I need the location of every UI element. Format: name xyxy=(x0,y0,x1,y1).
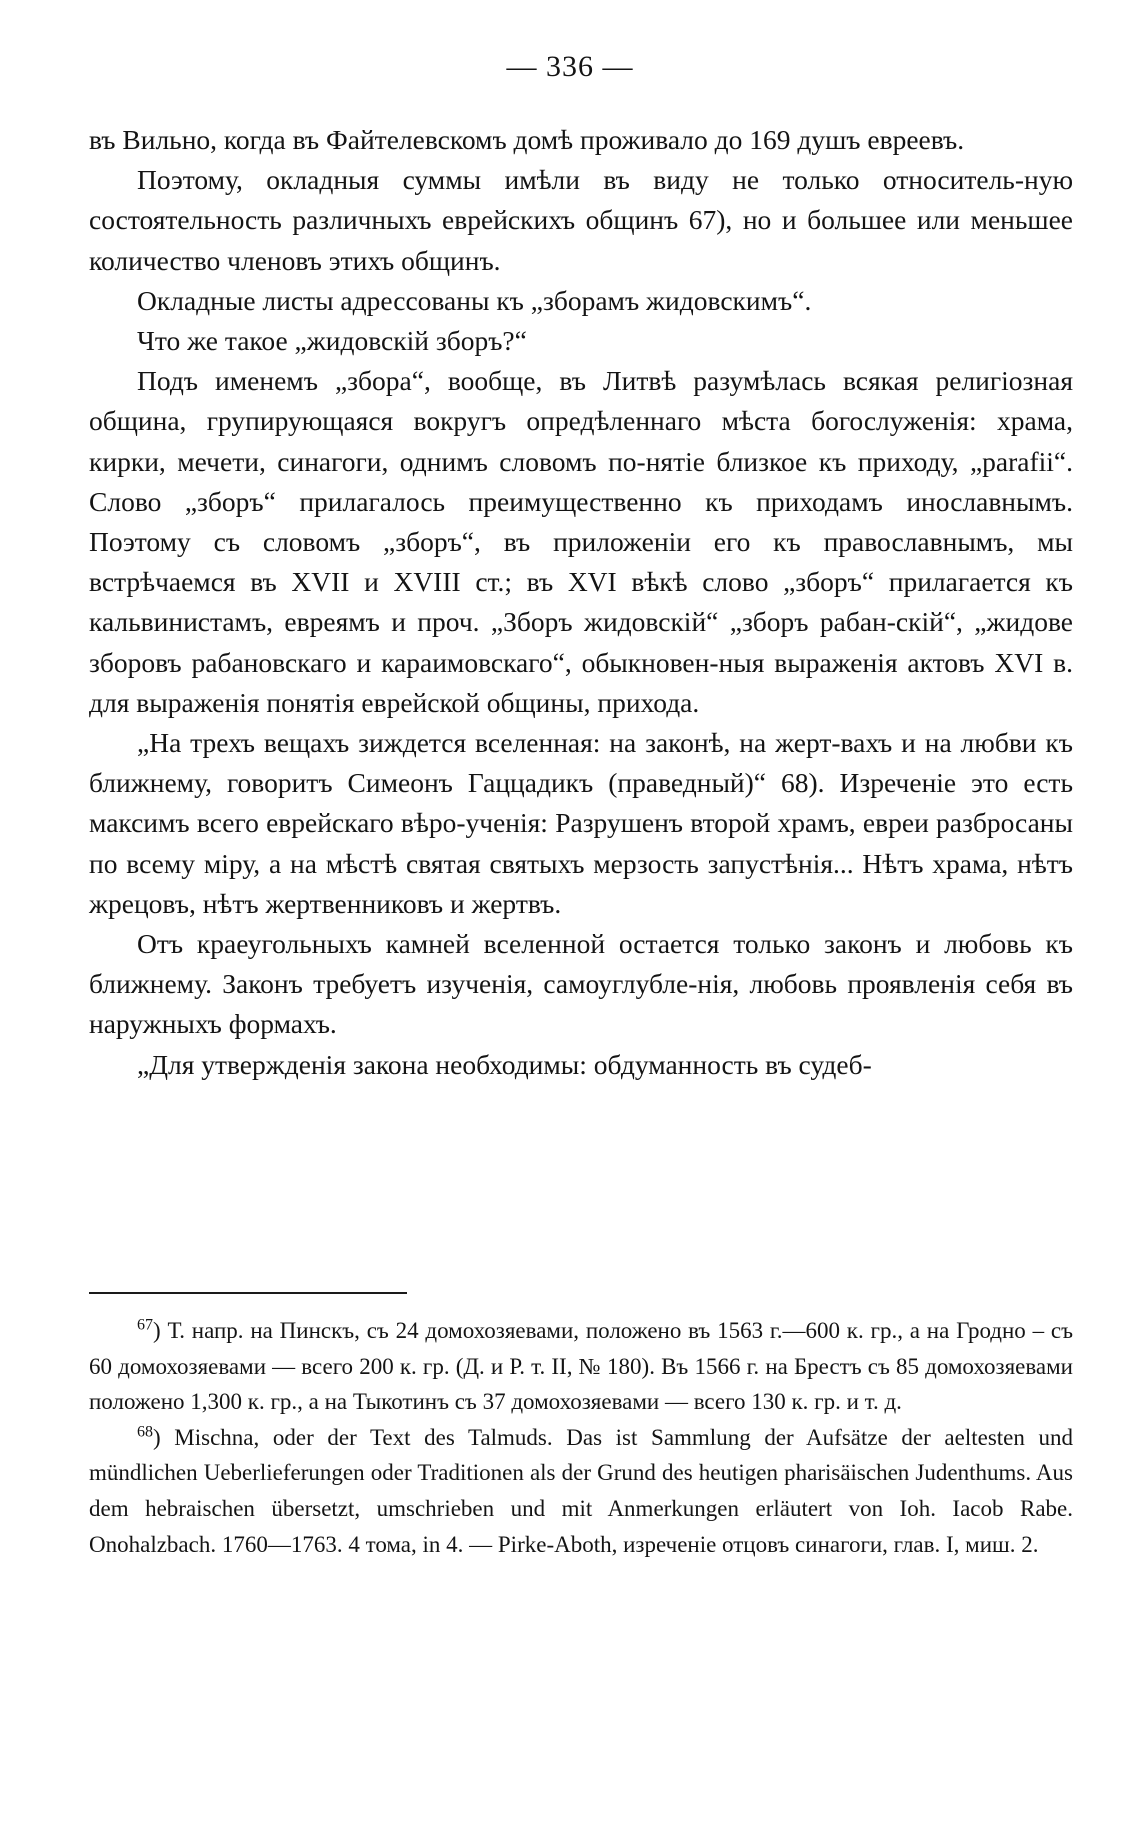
paragraph: „Для утвержденія закона необходимы: обдуманность въ судеб- xyxy=(137,1048,872,1080)
footnotes xyxy=(89,1313,1073,1562)
page-number: — 336 — xyxy=(506,50,634,83)
footnote-marker: 68 xyxy=(137,1423,153,1441)
paragraph: Поэтому, окладныя суммы имѣли въ виду не только относитель-ную состоятельность различныхъ еврейскихъ общинъ 67), но и большее или меньшее количество членовъ этихъ общинъ. xyxy=(89,164,1073,276)
footnote-text: ) Mischna, oder der Text des Talmuds. Das ist Sammlung der Aufsätze der aeltesten und mündlichen Ueberlieferungen oder Traditionen als der Grund des heutigen pharisäischen Judenthums. Aus dem hebraischen übersetzt, umschrieben und mit Anmerkungen erläutert von Ioh. Iacob Rabe. Onohalzbach. 1760—1763. 4 тома, in 4. — Pirke-Aboth, изреченіе отцовъ синагоги, глав. I, миш. 2. xyxy=(89,1424,1073,1557)
paragraph: Отъ краеугольныхъ камней вселенной остается только законъ и любовь къ ближнему. Законъ требуетъ изученія, самоуглубле-нія, любовь проявленія себя въ наружныхъ формахъ. xyxy=(89,928,1073,1040)
paragraph-continuation: въ Вильно, когда въ Файтелевскомъ домѣ проживало до 169 душъ евреевъ. xyxy=(89,124,965,155)
paragraph: Что же такое „жидовскій зборъ?“ xyxy=(137,325,527,357)
main-text xyxy=(89,120,1073,1085)
footnote-separator xyxy=(89,1292,407,1294)
footnote-text: ) Т. напр. на Пинскъ, съ 24 домохозяевами, положено въ 1563 г.—600 к. гр., а на Гродно – съ 60 домохозяевами — всего 200 к. гр. (Д. и Р. т. II, № 180). Въ 1566 г. на Брестъ съ 85 домохозяевами положено 1,300 к. гр., а на Тыкотинъ съ 37 домохозяевами — всего 130 к. гр. и т. д. xyxy=(89,1318,1073,1415)
paragraph: Окладные листы адрессованы къ „зборамъ жидовскимъ“. xyxy=(137,284,812,316)
paragraph: Подъ именемъ „збора“, вообще, въ Литвѣ разумѣлась всякая религіозная община, групирующаяся вокругъ опредѣленнаго мѣста богослуженія: храма, кирки, мечети, синагоги, однимъ словомъ по-нятіе близкое къ приходу, „parafii“. Слово „зборъ“ прилагалось преимущественно къ приходамъ инославнымъ. Поэтому съ словомъ „зборъ“, въ приложеніи его къ православнымъ, мы встрѣчаемся въ XVII и XVIII ст.; въ XVI вѣкѣ слово „зборъ“ прилагается къ кальвинистамъ, евреямъ и проч. „Зборъ жидовскій“ „зборъ рабан-скій“, „жидове зборовъ рабановскаго и караимовскаго“, обыкновен-ныя выраженія актовъ XVI в. для выраженія понятія еврейской общины, прихода. xyxy=(89,365,1073,718)
paragraph: „На трехъ вещахъ зиждется вселенная: на законѣ, на жерт-вахъ и на любви къ ближнему, говоритъ Симеонъ Гаццадикъ (праведный)“ 68). Изреченіе это есть максимъ всего еврейскаго вѣро-ученія: Разрушенъ второй храмъ, евреи разбросаны по всему міру, а на мѣстѣ святая святыхъ мерзость запустѣнія... Нѣтъ храма, нѣтъ жрецовъ, нѣтъ жертвенниковъ и жертвъ. xyxy=(89,727,1073,919)
footnote-68 xyxy=(89,1420,1073,1562)
footnote-67 xyxy=(89,1313,1073,1420)
footnote-marker: 67 xyxy=(137,1316,153,1334)
